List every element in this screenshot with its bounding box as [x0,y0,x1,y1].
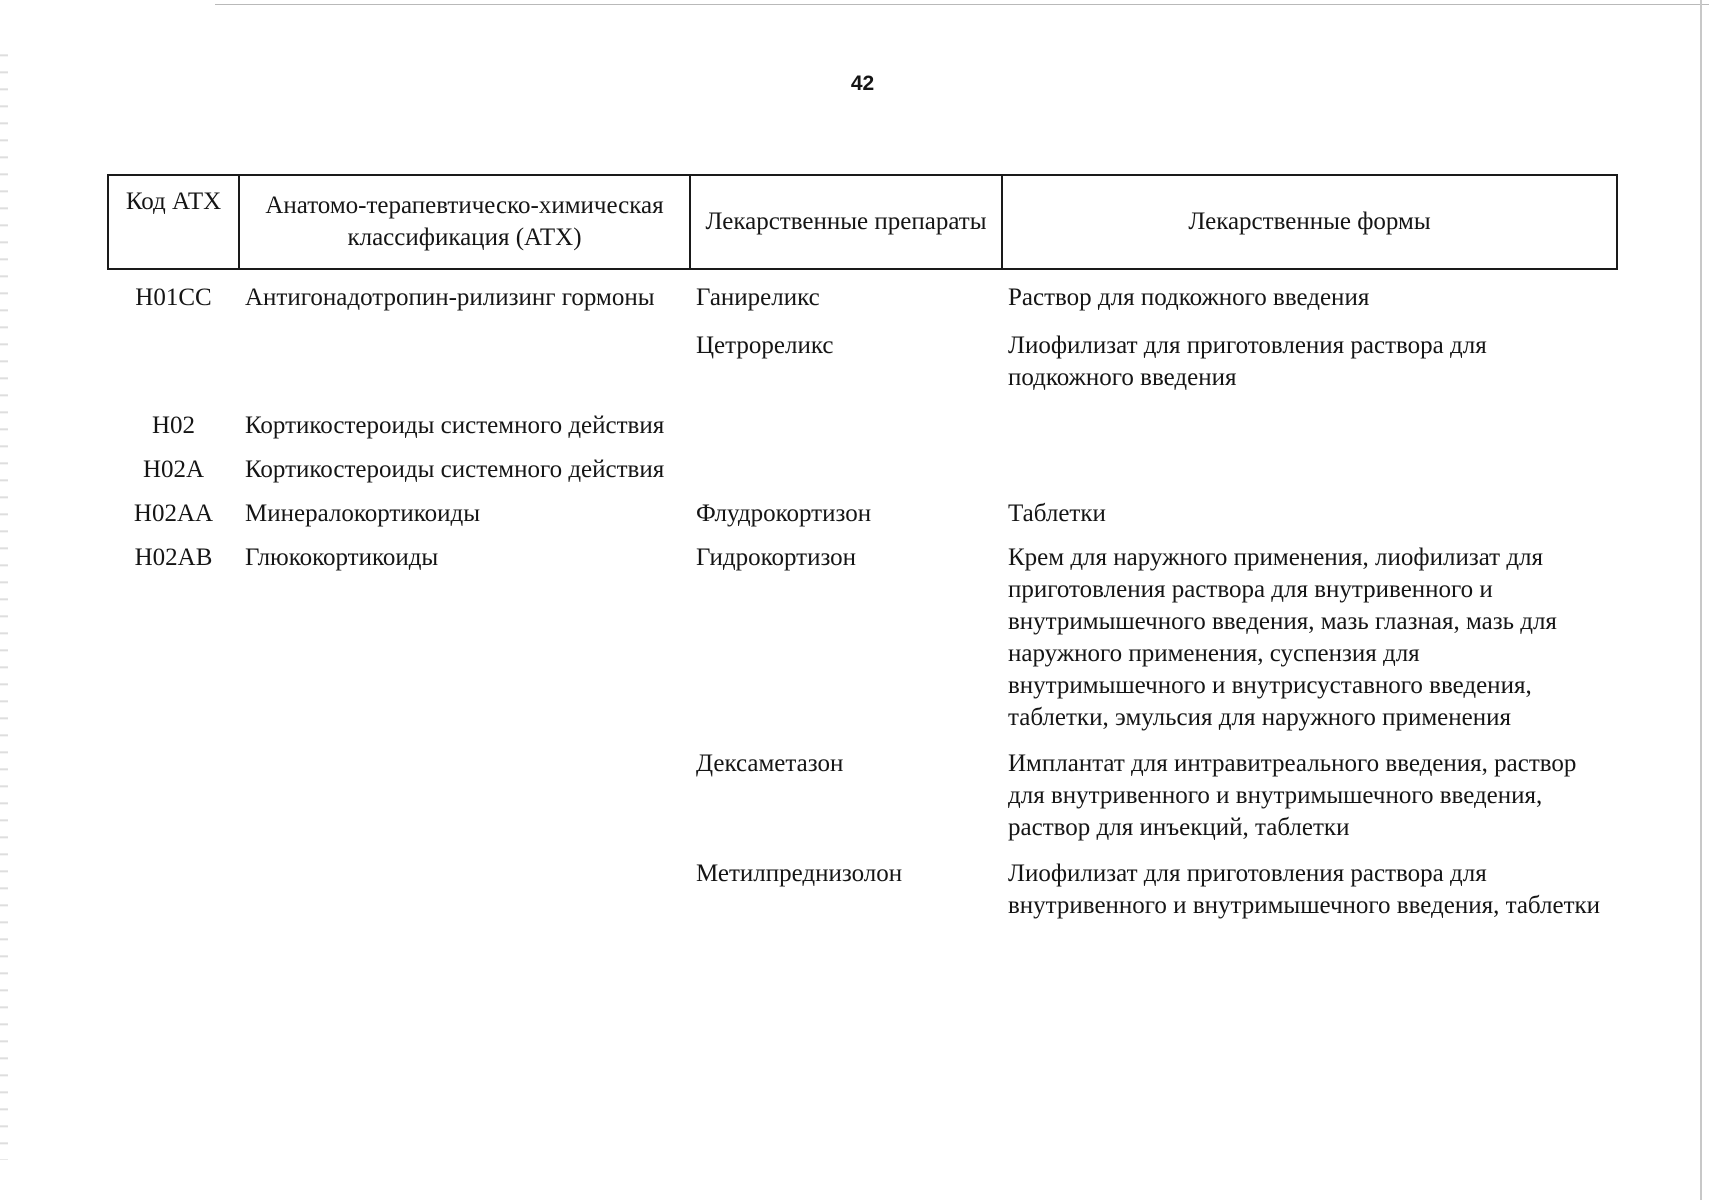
drug-name-cell [690,394,1002,442]
drug-name-cell: Гидрокортизон [696,544,857,571]
drug-name-cell: Флудрокортизон [696,500,872,527]
table-header [108,175,1617,269]
header-drugs: Лекарственные препараты [690,175,1002,269]
dosage-form-cell: Имплантат для интравитреального введения, раствор для внутривенного и внутримышечного введения, раствор для инъекций, таблетки [1008,750,1577,841]
page-number: 42 [850,72,875,95]
atx-code-cell [108,734,239,844]
header-row [108,175,1617,269]
dosage-form-cell: Раствор для подкожного введения [1008,284,1370,311]
table-row [108,530,1617,734]
atx-classification-cell: Минералокортикоиды [245,500,480,527]
atx-classification-cell [239,314,690,394]
table-row [108,486,1617,530]
table-row [108,394,1617,442]
table-row [108,734,1617,844]
scan-edge-noise [0,40,8,1160]
atx-code-cell: H01CC [135,284,212,311]
table-body [108,269,1617,922]
scan-edge-line [1700,0,1702,1200]
dosage-form-cell [1002,394,1617,442]
atx-code-cell: H02AB [134,544,213,571]
atx-classification-cell [239,844,690,922]
header-atx-code: Код АТХ [108,175,239,269]
atx-classification-cell: Кортикостероиды системного действия [245,412,665,439]
table-row [108,269,1617,314]
table-row [108,844,1617,922]
drug-name-cell [690,442,1002,486]
atx-classification-cell: Глюкокортикоиды [245,544,439,571]
dosage-form-cell: Лиофилизат для приготовления раствора для подкожного введения [1008,332,1487,391]
dosage-form-cell: Таблетки [1008,500,1106,527]
drug-name-cell: Дексаметазон [696,750,844,777]
drug-name-cell: Метилпреднизолон [696,860,903,887]
atx-drug-table [107,174,1618,922]
atx-code-cell: H02AA [133,500,214,527]
drug-name-cell: Цетрореликс [696,332,834,359]
atx-classification-cell [239,734,690,844]
atx-code-cell [108,844,239,922]
atx-classification-cell: Антигонадотропин-рилизинг гормоны [245,284,655,311]
dosage-form-cell [1002,442,1617,486]
table-row [108,442,1617,486]
dosage-form-cell: Крем для наружного применения, лиофилизат для приготовления раствора для внутривенного и внутримышечного введения, мазь глазная, мазь для наружного применения, суспензия для внутримышечного и внутрисуставного введения, таблетки, эмульсия для наружного применения [1008,544,1557,731]
header-dosage-forms: Лекарственные формы [1002,175,1617,269]
atx-code-cell: H02A [142,456,205,483]
table-row [108,314,1617,394]
drug-name-cell: Ганиреликс [696,284,820,311]
atx-code-cell [108,314,239,394]
dosage-form-cell: Лиофилизат для приготовления раствора для внутривенного и внутримышечного введения, таблетки [1008,860,1601,919]
scan-border-line [215,4,1709,5]
atx-classification-cell: Кортикостероиды системного действия [245,456,665,483]
header-atx-classification: Анатомо-терапевтическо-химическая классификация (АТХ) [239,175,690,269]
atx-code-cell: H02 [151,412,196,439]
